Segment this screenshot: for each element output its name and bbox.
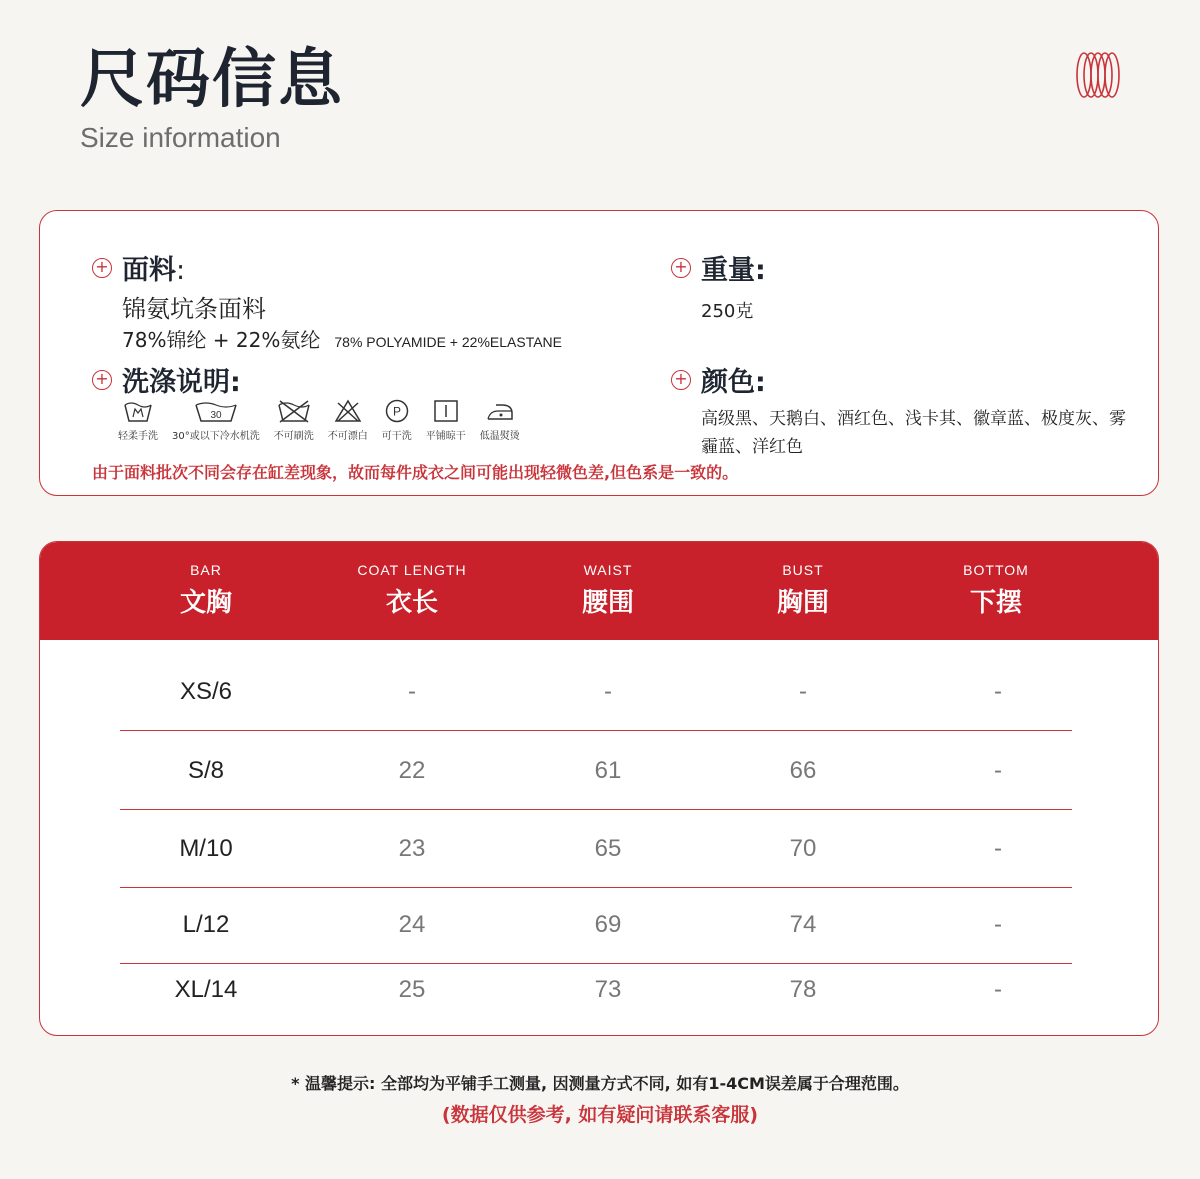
flat-dry-icon <box>433 399 459 423</box>
fabric-section <box>92 248 562 353</box>
size-table <box>39 541 1159 1036</box>
table-row: S/8 22 61 66 - <box>120 732 1072 810</box>
plus-circle-icon: + <box>92 258 112 278</box>
dry-clean-p-icon <box>384 399 410 423</box>
care-item: 平铺晾干 <box>426 399 466 442</box>
care-item: 不可刷洗 <box>274 399 314 442</box>
plus-circle-icon: + <box>671 258 691 278</box>
care-item: 30 30°或以下冷水机洗 <box>172 399 260 442</box>
table-row: XL/14 25 73 78 - <box>174 976 1002 1003</box>
col-header-bottom: BOTTOM 下摆 <box>963 562 1029 618</box>
color-difference-notice: 由于面料批次不同会存在缸差现象，故而每件成衣之间可能出现轻微色差,但色系是一致的。 <box>92 463 739 482</box>
table-row: XS/6 - - - - <box>120 653 1072 731</box>
col-header-bust: BUST 胸围 <box>776 562 829 618</box>
size-table-header <box>40 542 1158 640</box>
plus-circle-icon: + <box>671 370 691 390</box>
svg-text:P: P <box>392 404 401 419</box>
washing-title: 洗涤说明: <box>122 367 241 398</box>
plus-circle-icon: + <box>92 370 112 390</box>
composition-en: 78% POLYAMIDE + 22%ELASTANE <box>334 334 562 350</box>
composition-cn: 78%锦纶 + 22%氨纶 <box>122 328 321 352</box>
colors-title: 颜色: <box>701 367 766 398</box>
care-item: 轻柔手洗 <box>118 399 158 442</box>
col-header-coat-length: COAT LENGTH 衣长 <box>357 562 467 618</box>
low-iron-icon <box>485 399 515 423</box>
page-title: 尺码信息 <box>80 43 344 117</box>
table-row: L/12 24 69 74 - <box>120 886 1072 964</box>
care-item: P 可干洗 <box>382 399 412 442</box>
fabric-composition <box>122 324 562 353</box>
fabric-name: 锦氨坑条面料 <box>122 295 266 323</box>
hand-wash-icon <box>123 399 153 423</box>
colors-section <box>671 360 1141 461</box>
fabric-title: 面料: <box>122 255 186 286</box>
washing-section <box>92 360 241 399</box>
contact-note: (数据仅供参考, 如有疑问请联系客服) <box>441 1104 759 1126</box>
weight-title: 重量: <box>701 255 766 286</box>
page-header <box>80 40 344 156</box>
measurement-tip: * 温馨提示: 全部均为平铺手工测量, 因测量方式不同, 如有1-4CM误差属于合理范围。 <box>291 1074 909 1093</box>
no-bleach-icon <box>334 399 362 423</box>
col-header-waist: WAIST 腰围 <box>581 562 634 618</box>
no-brush-icon <box>276 399 312 423</box>
colors-value: 高级黑、天鹅白、酒红色、浅卡其、徽章蓝、极度灰、雾霾蓝、洋红色 <box>701 409 1126 457</box>
table-row: M/10 23 65 70 - <box>120 810 1072 888</box>
rings-logo-icon <box>1074 50 1124 100</box>
page-subtitle: Size information <box>80 122 281 153</box>
col-header-bar: BAR 文胸 <box>179 562 232 618</box>
care-icons <box>118 399 534 442</box>
weight-value: 250克 <box>701 301 754 322</box>
care-item: 不可漂白 <box>328 399 368 442</box>
weight-section <box>671 248 766 323</box>
svg-text:30: 30 <box>210 410 222 421</box>
machine-wash-30-icon <box>194 399 238 423</box>
care-item: 低温熨烫 <box>480 399 520 442</box>
